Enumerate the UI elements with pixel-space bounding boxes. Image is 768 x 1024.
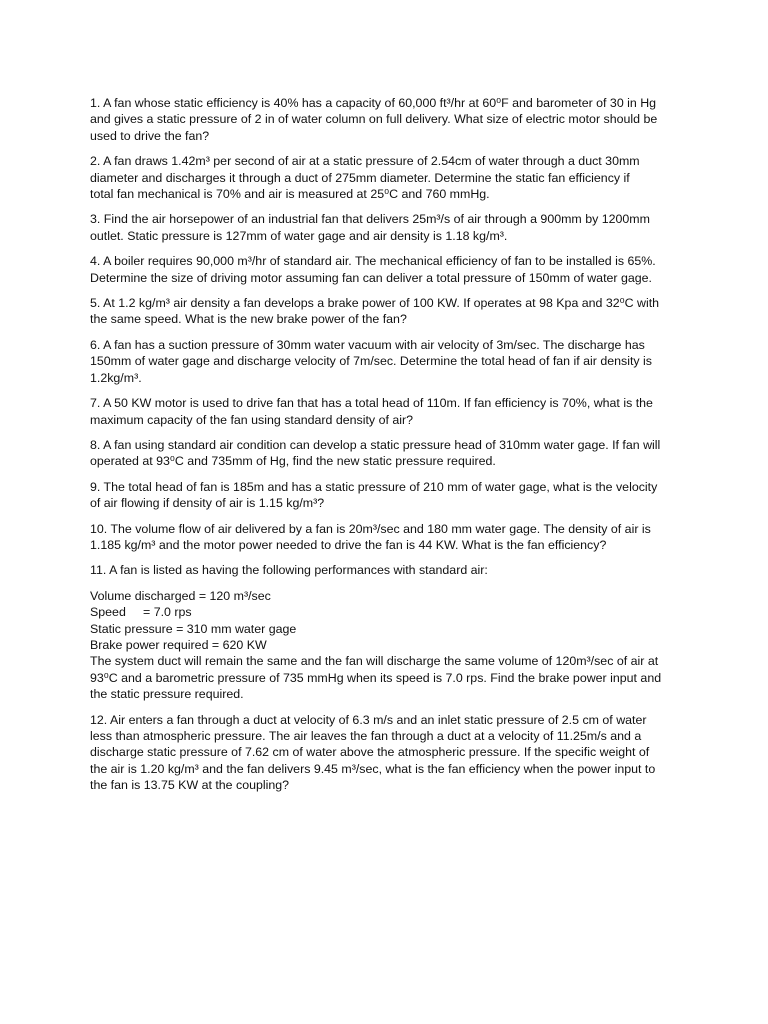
problem-4 xyxy=(90,253,690,286)
problem-line: diameter and discharges it through a duct of 275mm diameter. Determine the static fan efficiency if xyxy=(90,170,630,185)
problem-line: used to drive the fan? xyxy=(90,128,210,143)
problem-line: discharge static pressure of 7.62 cm of water above the atmospheric pressure. If the specific weight of xyxy=(90,745,650,760)
problem-line: 5. At 1.2 kg/m³ air density a fan develops a brake power of 100 KW. If operates at 98 Kpa and 32⁰C with xyxy=(90,296,660,311)
problem-3 xyxy=(90,211,690,244)
problem-line: 10. The volume flow of air delivered by a fan is 20m³/sec and 180 mm water gage. The density of air is xyxy=(90,521,651,536)
problem-line: of air flowing if density of air is 1.15 kg/m³? xyxy=(90,496,325,511)
problem-line: 8. A fan using standard air condition can develop a static pressure head of 310mm water gage. If fan will xyxy=(90,437,661,452)
problem-10 xyxy=(90,521,690,554)
problem-line: less than atmospheric pressure. The air leaves the fan through a duct at a velocity of 11.25m/s and a xyxy=(90,729,642,743)
problem-1 xyxy=(90,95,690,144)
problem-12 xyxy=(90,712,690,794)
problem-line: Determine the size of driving motor assuming fan can deliver a total pressure of 150mm of water gage. xyxy=(90,270,652,285)
spec-line: Speed = 7.0 rps xyxy=(90,605,192,620)
problem-8 xyxy=(90,437,690,470)
problem-line: 2. A fan draws 1.42m³ per second of air at a static pressure of 2.54cm of water through a duct 30mm xyxy=(90,154,640,169)
spec-line: Static pressure = 310 mm water gage xyxy=(90,621,297,636)
problem-line: The system duct will remain the same and the fan will discharge the same volume of 120m³/sec of air at xyxy=(90,654,659,669)
problem-line: maximum capacity of the fan using standard density of air? xyxy=(90,412,414,427)
problem-line: 1. A fan whose static efficiency is 40% has a capacity of 60,000 ft³/hr at 60⁰F and barometer of 30 in Hg xyxy=(90,96,657,110)
problem-line: 1.2kg/m³. xyxy=(90,370,142,385)
problem-line: outlet. Static pressure is 127mm of water gage and air density is 1.18 kg/m³. xyxy=(90,228,508,243)
problem-5 xyxy=(90,295,690,328)
problem-7 xyxy=(90,395,690,428)
problem-line: 11. A fan is listed as having the following performances with standard air: xyxy=(90,563,488,578)
problem-line: total fan mechanical is 70% and air is measured at 25⁰C and 760 mmHg. xyxy=(90,187,490,202)
problem-line: 150mm of water gage and discharge velocity of 7m/sec. Determine the total head of fan if air density is xyxy=(90,354,653,369)
problem-line: 12. Air enters a fan through a duct at velocity of 6.3 m/s and an inlet static pressure of 2.5 cm of water xyxy=(90,712,647,727)
problem-line: 4. A boiler requires 90,000 m³/hr of standard air. The mechanical efficiency of fan to be installed is 65%. xyxy=(90,254,656,269)
problem-line: 7. A 50 KW motor is used to drive fan that has a total head of 110m. If fan efficiency is 70%, what is the xyxy=(90,396,653,411)
problem-line: 3. Find the air horsepower of an industrial fan that delivers 25m³/s of air through a 900mm by 1200mm xyxy=(90,212,650,227)
problem-line: the fan is 13.75 KW at the coupling? xyxy=(90,778,290,793)
problem-9 xyxy=(90,479,690,512)
problem-line: 1.185 kg/m³ and the motor power needed to drive the fan is 44 KW. What is the fan efficiency? xyxy=(90,537,607,552)
problem-line: 6. A fan has a suction pressure of 30mm water vacuum with air velocity of 3m/sec. The discharge has xyxy=(90,337,645,352)
problem-line: the same speed. What is the new brake power of the fan? xyxy=(90,312,407,327)
problem-line: 93⁰C and a barometric pressure of 735 mmHg when its speed is 7.0 rps. Find the brake power input and xyxy=(90,670,662,685)
problem-11 xyxy=(90,562,690,702)
problem-line: the static pressure required. xyxy=(90,687,244,702)
paragraph-gap xyxy=(90,579,690,588)
spec-line: Volume discharged = 120 m³/sec xyxy=(90,588,271,603)
problem-line: operated at 93⁰C and 735mm of Hg, find the new static pressure required. xyxy=(90,454,496,469)
spec-line: Brake power required = 620 KW xyxy=(90,637,267,652)
problem-list xyxy=(90,95,690,803)
problem-6 xyxy=(90,337,690,386)
problem-line: and gives a static pressure of 2 in of water column on full delivery. What size of electric motor should be xyxy=(90,112,658,127)
problem-line: 9. The total head of fan is 185m and has a static pressure of 210 mm of water gage, what is the velocity xyxy=(90,479,658,494)
problem-2 xyxy=(90,153,690,202)
problem-line: the air is 1.20 kg/m³ and the fan delivers 9.45 m³/sec, what is the fan efficiency when the power input to xyxy=(90,761,656,776)
